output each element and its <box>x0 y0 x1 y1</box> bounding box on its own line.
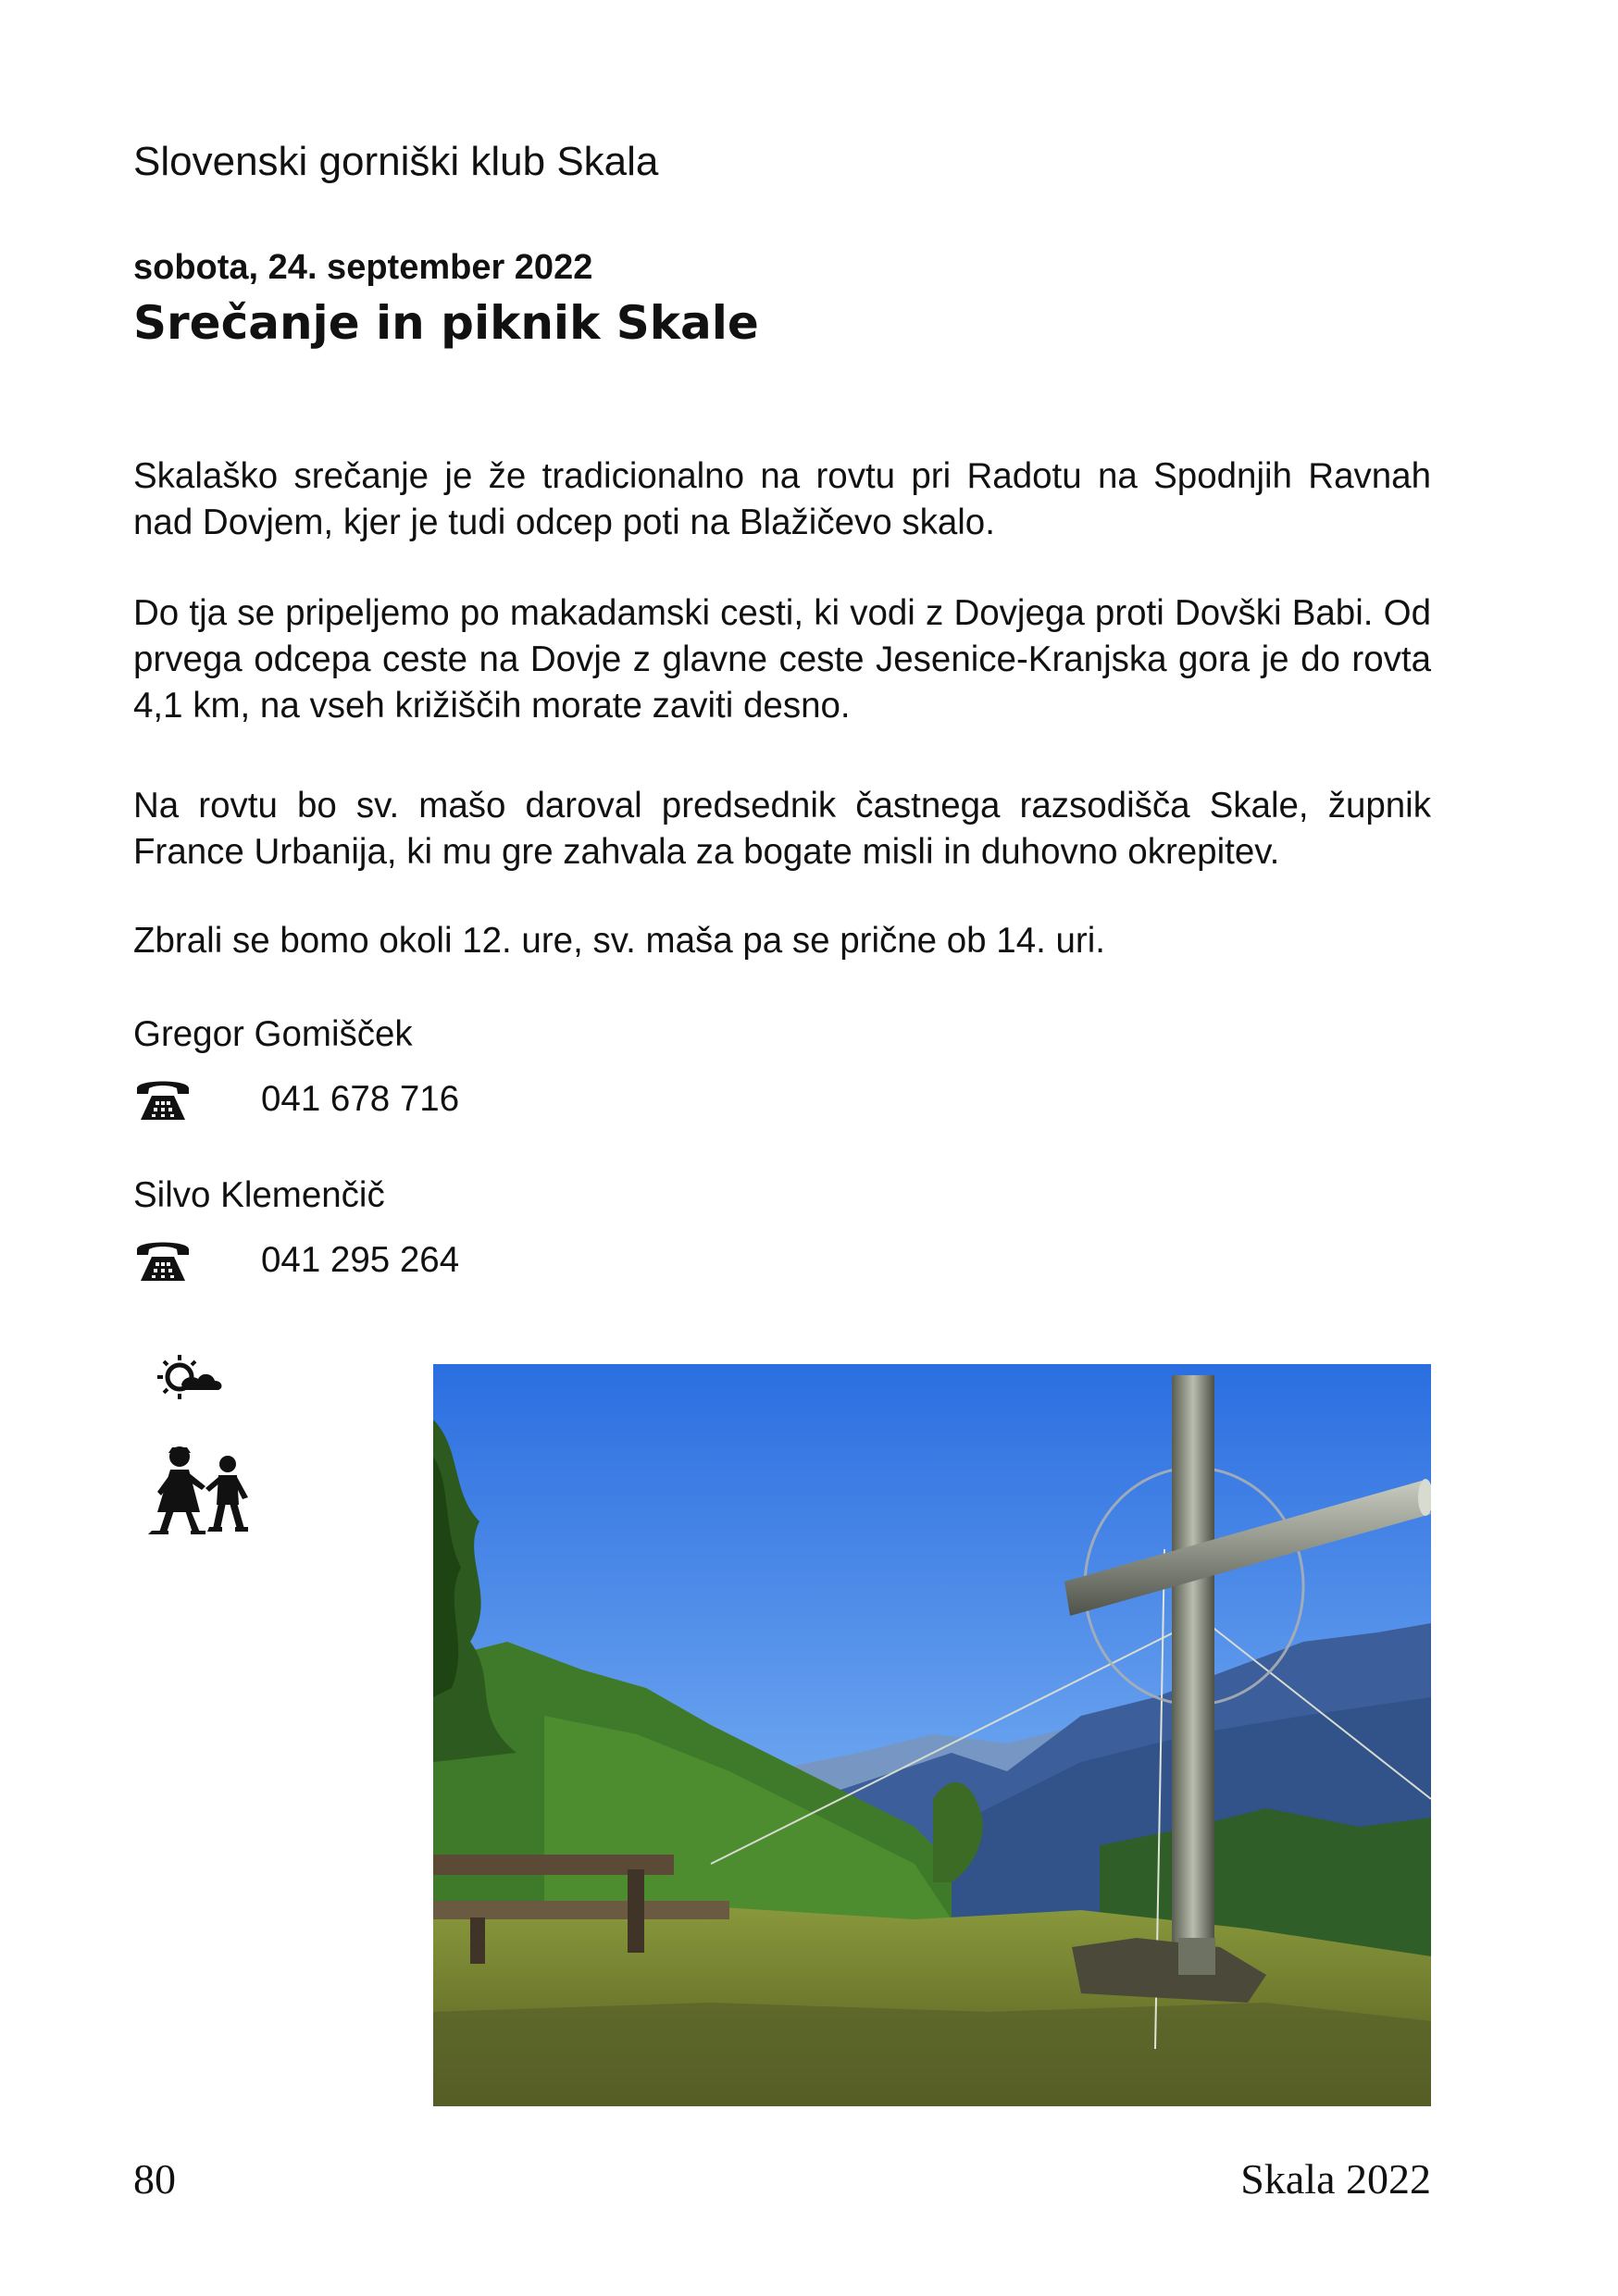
paragraph-directions: Do tja se pripeljemo po makadamski cesti, ki vodi z Dovjega proti Dovški Babi. Od prvega odcepa ceste na Dovje z glavne ceste Jesenice-Kranjska gora je do rovta 4,1 km, na vseh križiščih morate zaviti desno. <box>133 593 1431 726</box>
telephone-icon <box>133 1074 193 1125</box>
event-date: sobota, 24. september 2022 <box>133 248 593 287</box>
contact-phone: 041 678 716 <box>261 1079 460 1119</box>
event-title: Srečanje in piknik Skale <box>133 296 759 350</box>
contact-name: Gregor Gomišček <box>133 1014 413 1054</box>
contact-phone-row <box>133 1235 460 1286</box>
sun-cloud-icon <box>154 1349 228 1405</box>
contact-phone-row <box>133 1074 460 1125</box>
adult-child-hiking-icon <box>144 1444 261 1536</box>
mountain-cross-photo <box>433 1364 1431 2106</box>
page-number: 80 <box>133 2155 176 2203</box>
contact-phone: 041 295 264 <box>261 1240 460 1280</box>
paragraph-schedule: Zbrali se bomo okoli 12. ure, sv. maša pa se prične ob 14. uri. <box>133 921 1105 961</box>
contact-name: Silvo Klemenčič <box>133 1175 385 1215</box>
club-name: Slovenski gorniški klub Skala <box>133 139 659 184</box>
paragraph-mass: Na rovtu bo sv. mašo daroval predsednik častnega razsodišča Skale, župnik France Urbanija, ki mu gre zahvala za bogate misli in duhovno okrepitev. <box>133 786 1431 872</box>
telephone-icon <box>133 1235 193 1286</box>
publication-title: Skala 2022 <box>1240 2155 1431 2203</box>
paragraph-location: Skalaško srečanje je že tradicionalno na rovtu pri Radotu na Spodnjih Ravnah nad Dovjem, kjer je tudi odcep poti na Blažičevo skalo. <box>133 456 1431 542</box>
